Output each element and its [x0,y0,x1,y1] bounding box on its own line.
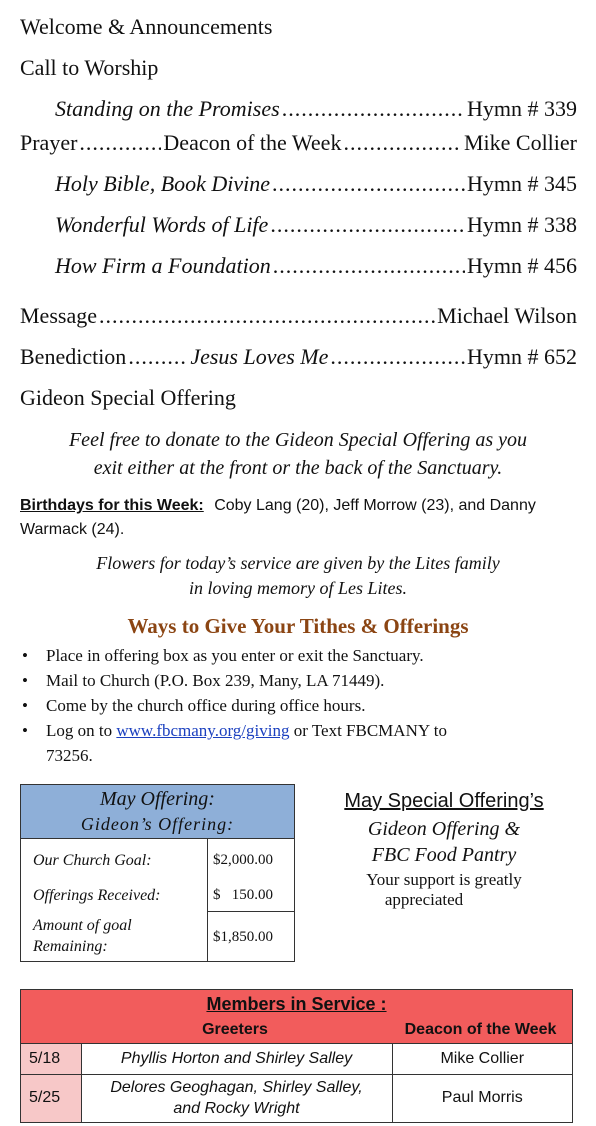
received-label: Offerings Received: [33,887,161,904]
ways-item-4-pre: Log on to [46,721,117,740]
members-rows [21,1044,572,1122]
remaining-label-1: Amount of goal [33,917,132,934]
ways-list [20,643,580,768]
row-greeters: Phyllis Horton and Shirley Salley [81,1044,392,1074]
birthdays-label: Birthdays for this Week: [20,497,204,514]
row-deacon: Paul Morris [441,1089,523,1107]
leader-dots [270,212,465,238]
row-greeters [81,1074,392,1122]
leader-dots [99,303,435,329]
hymn-number: Hymn # 338 [467,212,577,237]
flowers-line-1: Flowers for today’s service are given by the Lites family [96,553,500,573]
ways-item: • Mail to Church (P.O. Box 239, Many, LA 71449). [20,668,580,693]
gideon-offering: Gideon Special Offering [20,385,236,410]
hymn-number: Hymn # 339 [467,96,577,121]
remaining-value: $1,850.00 [213,929,273,945]
leader-dots [273,253,465,279]
row-date: 5/18 [21,1044,81,1074]
benediction-label: Benediction [20,344,127,369]
hymn-title: How Firm a Foundation [55,253,271,278]
birthdays [20,494,580,542]
col-deacon: Deacon of the Week [404,1021,557,1038]
welcome-announcements: Welcome & Announcements [20,14,273,39]
benediction-middle: Jesus Loves Me [190,344,329,369]
ways-item: • Come by the church office during office hours. [20,693,580,718]
donate-line-2: exit either at the front or the back of the Sanctuary. [93,457,503,479]
donate-line-1: Feel free to donate to the Gideon Special Offering as you [68,429,528,451]
ways-item [20,718,580,768]
ways-item-4-line2: 73256. [46,746,93,765]
hymn-title: Holy Bible, Book Divine [55,171,271,196]
hymn-line-1 [55,96,577,122]
prayer-right: Mike Collier [463,130,577,155]
received-value: $ 150.00 [213,887,273,903]
may-offering-header [21,785,294,839]
may-offering-title: May Offering: [100,788,215,810]
members-title: Members in Service : [206,994,387,1014]
benediction-line [20,344,577,370]
birthdays-text-2: Warmack (24). [20,521,125,538]
hymn-line-2 [55,171,577,197]
may-offering-subtitle: Gideon’s Offering: [80,814,235,834]
special-offering [310,788,578,910]
prayer-line [20,130,577,156]
call-to-worship: Call to Worship [20,55,159,80]
special-line-2: FBC Food Pantry [371,844,517,866]
leader-dots [79,130,161,156]
flowers-line-2: in loving memory of Les Lites. [189,578,407,598]
table-row [21,1044,572,1074]
goal-value: $2,000.00 [213,852,273,868]
leader-dots [128,344,188,370]
may-offering-box [20,784,295,962]
leader-dots [272,171,465,197]
special-support-1: Your support is greatly [366,870,522,889]
special-line-1: Gideon Offering & [367,818,521,840]
greeters-line-1: Delores Geoghagan, Shirley Salley, [110,1079,363,1097]
leader-dots [282,96,465,122]
hymn-number: Hymn # 345 [467,171,577,196]
goal-label: Our Church Goal: [33,852,152,869]
flowers-note [0,551,596,601]
special-support-2: appreciated [384,890,464,909]
hymn-number: Hymn # 456 [467,253,577,278]
ways-item: • Place in offering box as you enter or exit the Sanctuary. [20,643,580,668]
hymn-title: Wonderful Words of Life [55,212,269,237]
leader-dots [330,344,465,370]
hymn-line-3 [55,212,577,238]
col-greeters: Greeters [202,1021,268,1038]
birthdays-text-1: Coby Lang (20), Jeff Morrow (23), and Danny [214,497,536,514]
ways-item-4-post: or Text FBCMANY to [289,721,447,740]
prayer-middle: Deacon of the Week [163,130,342,155]
message-line [20,303,577,329]
may-offering-body [21,839,294,961]
members-table [20,989,573,1123]
members-header [21,990,572,1044]
remaining-label-2: Remaining: [33,938,108,955]
row-date: 5/25 [21,1074,81,1122]
leader-dots [343,130,462,156]
remaining-label [33,915,132,957]
hymn-line-4 [55,253,577,279]
special-title: May Special Offering’s [344,790,544,812]
ways-to-give-title: Ways to Give Your Tithes & Offerings [127,614,469,638]
giving-link[interactable]: www.fbcmany.org/giving [116,721,290,740]
greeters-line-2: and Rocky Wright [173,1100,300,1118]
table-row [21,1074,572,1122]
benediction-number: Hymn # 652 [467,344,577,369]
donate-note [0,426,596,482]
message-label: Message [20,303,97,328]
prayer-label: Prayer [20,130,78,155]
row-deacon: Mike Collier [392,1044,572,1074]
hymn-title: Standing on the Promises [55,96,280,121]
message-right: Michael Wilson [437,303,577,328]
